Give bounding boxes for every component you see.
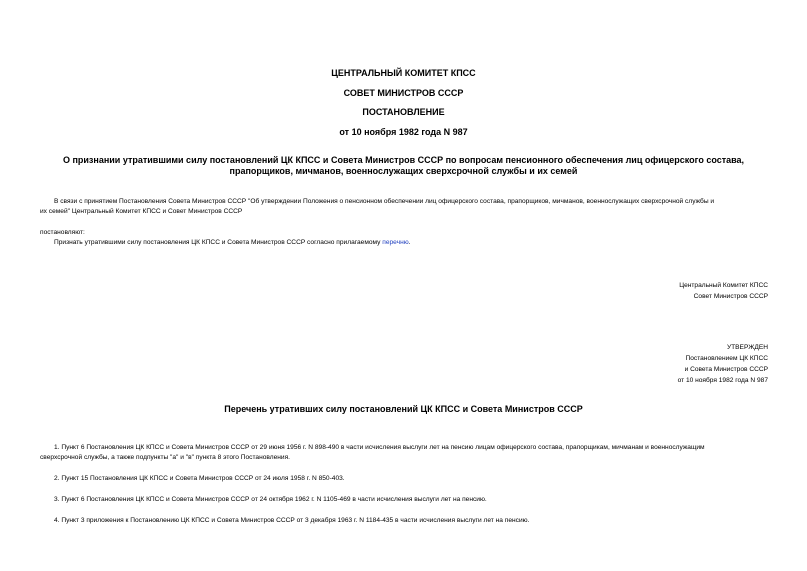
approval-line-4: от 10 ноября 1982 года N 987: [677, 377, 768, 384]
operative-text: Признать утратившими силу постановления ЦК КПСС и Совета Министров СССР согласно прилагаемому: [54, 239, 383, 246]
approval-line-2: Постановлением ЦК КПСС: [685, 355, 768, 362]
list-item: 4. Пункт 3 приложения к Постановлению ЦК КПСС и Совета Министров СССР от 3 декабря 1963 г. N 1184-435 в части исчисления выслуги лет на пенсию.: [54, 517, 530, 524]
preamble-line-1: В связи с принятием Постановления Совета Министров СССР "Об утверждении Положения о пенсионном обеспечении лиц офицерского состава, прапорщиков, мичманов, военнослужащих сверхсрочной службы и: [54, 198, 715, 205]
preamble-paragraph: [40, 197, 714, 216]
list-title: Перечень утративших силу постановлений ЦК КПСС и Совета Министров СССР: [224, 404, 583, 414]
signature-line-2: Совет Министров СССР: [693, 293, 768, 300]
list-link[interactable]: перечню: [382, 239, 409, 246]
resolves-text: постановляют:: [40, 229, 85, 236]
preamble-line-2: их семей" Центральный Комитет КПСС и Совет Министров СССР: [40, 207, 243, 215]
approval-line-3: и Совета Министров СССР: [684, 366, 768, 373]
signature-line-1: Центральный Комитет КПСС: [679, 282, 768, 289]
approval-block: [678, 342, 768, 386]
list-item: [40, 443, 705, 462]
operative-end: .: [408, 239, 411, 246]
list-item: 3. Пункт 6 Постановления ЦК КПСС и Совета Министров СССР от 24 октября 1962 г. N 1105-469 в части исчисления выслуги лет на пенсию.: [54, 496, 487, 503]
document-subject: [20, 155, 787, 177]
list-item-line-2: сверхсрочной службы, а также подпункты "а" и "в" пункта 8 этого Постановления.: [40, 453, 290, 461]
document-type: ПОСТАНОВЛЕНИЕ: [362, 107, 445, 117]
list-item-line-1: 1. Пункт 6 Постановления ЦК КПСС и Совета Министров СССР от 29 июня 1956 г. N 898-490 в части исчисления выслуги лет на пенсию лицам офицерского состава, прапорщикам, мичманам и военнослужащим: [54, 444, 705, 451]
approval-line-1: УТВЕРЖДЕН: [726, 344, 768, 351]
signature-block: [679, 280, 768, 302]
list-item: 2. Пункт 15 Постановления ЦК КПСС и Совета Министров СССР от 24 июля 1958 г. N 850-403.: [54, 475, 345, 482]
operative-paragraph: [54, 238, 411, 248]
document-date-number: от 10 ноября 1982 года N 987: [339, 127, 468, 137]
org-title-cpsu: ЦЕНТРАЛЬНЫЙ КОМИТЕТ КПСС: [331, 68, 476, 78]
subject-line-2: прапорщиков, мичманов, военнослужащих сверхсрочной службы и их семей: [229, 166, 578, 176]
org-title-council: СОВЕТ МИНИСТРОВ СССР: [343, 88, 464, 98]
subject-line-1: О признании утратившими силу постановлений ЦК КПСС и Совета Министров СССР по вопросам пенсионного обеспечения лиц офицерского состава,: [62, 155, 745, 165]
